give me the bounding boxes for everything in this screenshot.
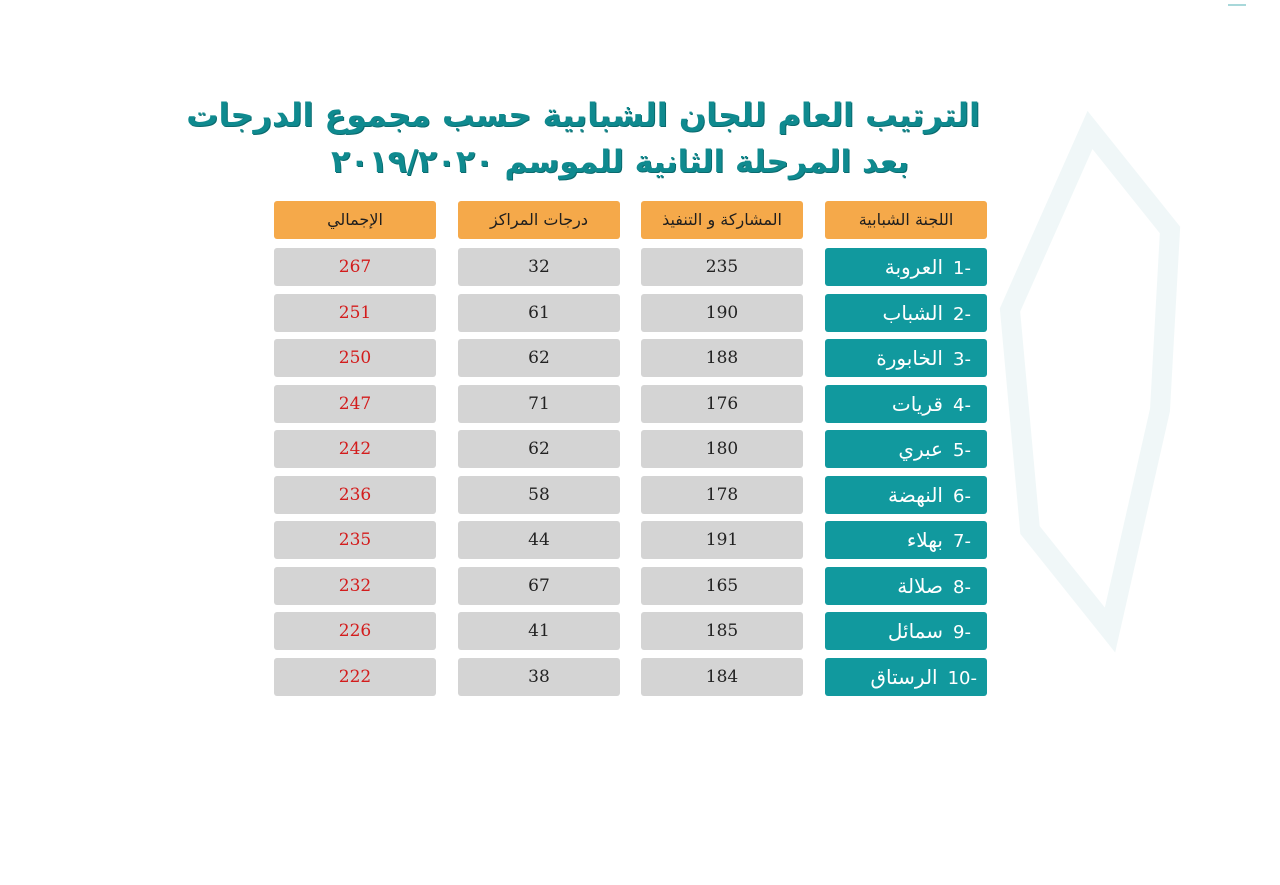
centers-cell: 61 — [458, 294, 620, 332]
committee-cell — [825, 567, 987, 605]
centers-cell: 58 — [458, 476, 620, 514]
centers-cell: 38 — [458, 658, 620, 696]
table-row — [0, 521, 1280, 559]
committee-name: الشباب — [882, 300, 943, 325]
participation-cell: 191 — [641, 521, 803, 559]
committee-name: الرستاق — [870, 664, 938, 689]
committee-name: سمائل — [887, 619, 943, 643]
centers-cell: 62 — [458, 430, 620, 468]
committee-cell — [825, 294, 987, 332]
centers-cell: 32 — [458, 248, 620, 286]
centers-cell: 41 — [458, 612, 620, 650]
committee-rank: 5- — [953, 440, 971, 461]
committee-rank: 7- — [953, 531, 971, 552]
participation-cell: 165 — [641, 567, 803, 605]
header-participation: المشاركة و التنفيذ — [641, 201, 803, 239]
committee-cell — [825, 658, 987, 696]
committee-rank: 10- — [947, 667, 977, 689]
committee-name: عبري — [898, 437, 943, 461]
committee-rank: 2- — [953, 303, 971, 325]
table-row — [0, 339, 1280, 377]
page-subtitle: بعد المرحلة الثانية للموسم ٢٠١٩/٢٠٢٠ — [330, 144, 909, 180]
table-row — [0, 385, 1280, 423]
header-centers: درجات المراكز — [458, 201, 620, 239]
header-committee: اللجنة الشبابية — [825, 201, 987, 239]
participation-cell: 235 — [641, 248, 803, 286]
header-total: الإجمالي — [274, 201, 436, 239]
total-cell: 247 — [274, 385, 436, 423]
table-row — [0, 658, 1280, 696]
committee-name: النهضة — [888, 482, 943, 507]
page-title: الترتيب العام للجان الشبابية حسب مجموع الدرجات — [186, 96, 980, 134]
committee-cell — [825, 385, 987, 423]
total-cell: 226 — [274, 612, 436, 650]
committee-name: الخابورة — [876, 346, 943, 370]
table-row — [0, 430, 1280, 468]
total-cell: 232 — [274, 567, 436, 605]
committee-name: قريات — [891, 391, 943, 416]
centers-cell: 62 — [458, 339, 620, 377]
table-row — [0, 567, 1280, 605]
committee-cell — [825, 521, 987, 559]
participation-cell: 185 — [641, 612, 803, 650]
participation-cell: 178 — [641, 476, 803, 514]
committee-rank: 6- — [953, 485, 971, 507]
table-row — [0, 248, 1280, 286]
committee-name: بهلاء — [906, 528, 943, 552]
committee-name: العروبة — [884, 255, 943, 279]
participation-cell: 180 — [641, 430, 803, 468]
centers-cell: 44 — [458, 521, 620, 559]
centers-cell: 71 — [458, 385, 620, 423]
committee-cell — [825, 430, 987, 468]
participation-cell: 190 — [641, 294, 803, 332]
total-cell: 250 — [274, 339, 436, 377]
total-cell: 251 — [274, 294, 436, 332]
committee-cell — [825, 339, 987, 377]
corner-mark — [1228, 4, 1246, 6]
participation-cell: 184 — [641, 658, 803, 696]
committee-cell — [825, 248, 987, 286]
total-cell: 267 — [274, 248, 436, 286]
committee-name: صلالة — [897, 573, 943, 598]
total-cell: 235 — [274, 521, 436, 559]
committee-rank: 8- — [953, 576, 971, 598]
committee-rank: 4- — [953, 394, 971, 416]
table-row — [0, 612, 1280, 650]
committee-rank: 3- — [953, 349, 971, 370]
table-row — [0, 476, 1280, 514]
committee-cell — [825, 476, 987, 514]
total-cell: 236 — [274, 476, 436, 514]
participation-cell: 188 — [641, 339, 803, 377]
participation-cell: 176 — [641, 385, 803, 423]
total-cell: 242 — [274, 430, 436, 468]
committee-cell — [825, 612, 987, 650]
table-row — [0, 294, 1280, 332]
centers-cell: 67 — [458, 567, 620, 605]
committee-rank: 1- — [953, 258, 971, 279]
total-cell: 222 — [274, 658, 436, 696]
committee-rank: 9- — [953, 622, 971, 643]
